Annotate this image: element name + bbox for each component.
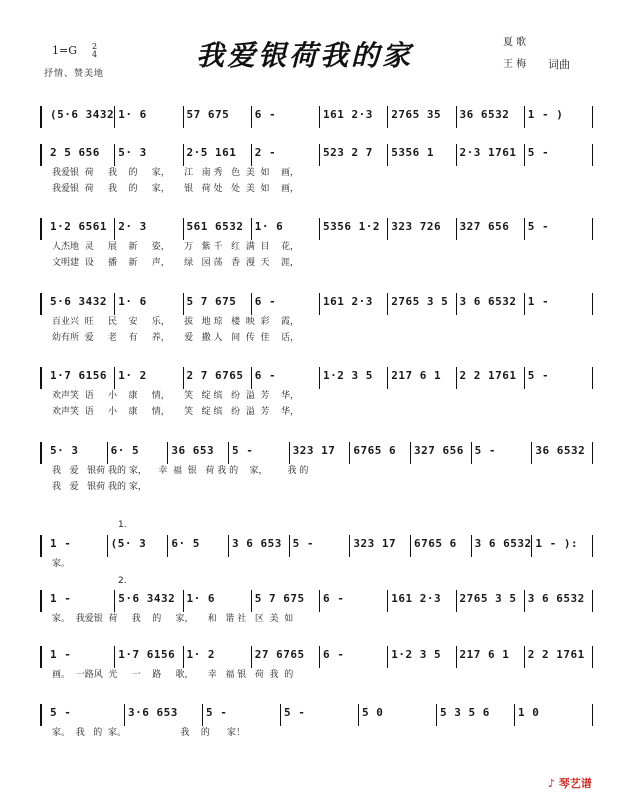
logo-text: 琴艺谱: [558, 777, 592, 790]
measure: 561 6532: [186, 220, 244, 233]
measure: 6 -: [254, 369, 284, 382]
credit-role: 词曲: [548, 58, 570, 71]
measure: 6· 5: [110, 444, 140, 457]
measure: 6765 6: [353, 444, 397, 457]
notation-line: [40, 295, 600, 309]
measure: 1·2 6561: [50, 220, 107, 233]
lyric-text: 欢声笑 语 小 康 情， 笑 绽 缤 纷 溢 芳 华，: [52, 407, 299, 417]
measure: 1 0: [518, 706, 547, 719]
measure: 1· 2: [118, 369, 147, 382]
song-title: 我爱银荷我的家: [196, 39, 414, 72]
measure: 5 -: [292, 537, 322, 550]
bar-line: [107, 442, 108, 464]
bar-line: [592, 646, 593, 668]
logo-icon: ♪: [548, 777, 556, 790]
bar-line: [40, 367, 42, 389]
bar-line: [349, 442, 350, 464]
bar-line: [40, 535, 42, 557]
lyric-line: [40, 667, 600, 681]
measure: 1· 6: [118, 295, 147, 308]
measure: 2 2 1761: [459, 369, 517, 382]
measure: 5 -: [527, 220, 557, 233]
bar-line: [592, 106, 593, 128]
measure: 1· 6: [186, 592, 215, 605]
bar-line: [592, 704, 593, 726]
notation-line: [40, 537, 600, 551]
measure: 1 -: [50, 537, 79, 550]
bar-line: [456, 106, 457, 128]
notation-line: [40, 369, 600, 383]
lyric-line: [40, 611, 600, 625]
measure: 5 -: [50, 706, 79, 719]
measure: 6765 6: [414, 537, 457, 550]
measure: 1 -: [50, 648, 79, 661]
measure: 523 2 7: [323, 146, 373, 159]
bar-line: [456, 367, 457, 389]
lyric-line: [40, 725, 600, 739]
key-signature: 1=G: [52, 44, 78, 57]
measure: 36 6532: [535, 444, 586, 457]
measure: 5 3 5 6: [440, 706, 490, 719]
measure: 2·5 161: [186, 146, 237, 159]
measure: 5 -: [474, 444, 504, 457]
lyric-text: 我 爱 银荷 我的 家， 幸 福 银 荷 我 的 家， 我 的: [52, 466, 309, 476]
lyric-line: [40, 388, 600, 402]
measure: 1 - ):: [535, 537, 579, 550]
bar-line: [358, 704, 359, 726]
measure: 323 726: [391, 220, 442, 233]
lyric-text: 我 爱 银荷 我的 家，: [52, 482, 147, 492]
measure: 1 - ): [527, 108, 564, 121]
bar-line: [251, 144, 252, 166]
bar-line: [202, 704, 203, 726]
site-logo: [548, 775, 592, 791]
bar-line: [114, 367, 115, 389]
volta-1: 1.: [118, 520, 127, 530]
measure: 1· 2: [186, 648, 215, 661]
bar-line: [471, 442, 472, 464]
measure: 2 5 656: [50, 146, 100, 159]
bar-line: [40, 144, 42, 166]
bar-line: [592, 144, 593, 166]
measure: 2 2 1761: [527, 648, 585, 661]
time-bottom: 4: [92, 50, 98, 59]
measure: 6 -: [323, 592, 352, 605]
bar-line: [456, 144, 457, 166]
bar-line: [40, 704, 42, 726]
lyric-text: 人杰地 灵 展 新 姿， 万 紫 千 红 满 目 花，: [52, 242, 299, 252]
bar-line: [114, 106, 115, 128]
measure: (5· 3: [110, 537, 147, 550]
measure: 2 -: [254, 146, 284, 159]
bar-line: [183, 106, 184, 128]
measure: 161 2·3: [323, 108, 373, 121]
notation-line: [40, 592, 600, 606]
measure: 1 -: [50, 592, 79, 605]
bar-line: [289, 535, 290, 557]
measure: 217 6 1: [459, 648, 510, 661]
bar-line: [456, 218, 457, 240]
lyric-text: 文明建 设 播 新 声， 绿 园 荡 香 漫 天 涯，: [52, 258, 299, 268]
measure: 2765 35: [391, 108, 442, 121]
bar-line: [251, 218, 252, 240]
bar-line: [592, 535, 593, 557]
measure: 2765 3 5: [459, 592, 517, 605]
bar-line: [114, 646, 115, 668]
measure: 27 6765: [254, 648, 305, 661]
lyric-text: 画。 一路风 光 一 路 歌， 幸 福 银 荷 我 的: [52, 670, 294, 680]
measure: 1 -: [527, 295, 557, 308]
notation-line: [40, 706, 600, 720]
volta-2: 2.: [118, 576, 127, 586]
measure: 2 7 6765: [186, 369, 244, 382]
bar-line: [251, 590, 252, 612]
bar-line: [410, 442, 411, 464]
bar-line: [524, 646, 525, 668]
bar-line: [387, 646, 388, 668]
measure: 1·2 3 5: [391, 648, 442, 661]
bar-line: [387, 218, 388, 240]
bar-line: [524, 144, 525, 166]
bar-line: [524, 293, 525, 315]
bar-line: [319, 367, 320, 389]
bar-line: [114, 144, 115, 166]
measure: 327 656: [459, 220, 510, 233]
measure: 3 6 6532: [527, 592, 585, 605]
measure: 3·6 653: [128, 706, 178, 719]
bar-line: [251, 646, 252, 668]
bar-line: [183, 646, 184, 668]
bar-line: [592, 367, 593, 389]
bar-line: [456, 646, 457, 668]
bar-line: [456, 590, 457, 612]
bar-line: [436, 704, 437, 726]
lyric-text: 我爱银 荷 我 的 家， 江 南 秀 色 美 如 画，: [52, 168, 299, 178]
bar-line: [524, 590, 525, 612]
bar-line: [387, 590, 388, 612]
measure: 5 -: [232, 444, 261, 457]
time-signature: [92, 43, 97, 59]
bar-line: [319, 590, 320, 612]
bar-line: [40, 106, 42, 128]
bar-line: [410, 535, 411, 557]
measure: 323 17: [353, 537, 397, 550]
bar-line: [40, 218, 42, 240]
lyric-line: [40, 239, 600, 253]
expression-mark: 抒情、赞美地: [44, 69, 105, 79]
bar-line: [183, 218, 184, 240]
measure: 5 7 675: [254, 592, 305, 605]
lyric-line: [40, 255, 600, 269]
lyric-text: 我爱银 荷 我 的 家， 银 荷 处 处 美 如 画，: [52, 184, 299, 194]
lyric-text: 家。 我爱银 荷 我 的 家， 和 谐 社 区 美 如: [52, 614, 294, 624]
bar-line: [592, 218, 593, 240]
bar-line: [592, 442, 593, 464]
bar-line: [183, 144, 184, 166]
bar-line: [319, 218, 320, 240]
measure: 323 17: [292, 444, 336, 457]
lyric-line: [40, 181, 600, 195]
notation-line: [40, 220, 600, 234]
measure: 6 -: [323, 648, 352, 661]
measure: 161 2·3: [323, 295, 373, 308]
bar-line: [40, 590, 42, 612]
measure: 161 2·3: [391, 592, 442, 605]
lyric-text: 家。: [52, 559, 71, 569]
measure: 5356 1·2: [323, 220, 380, 233]
measure: 6 -: [254, 108, 284, 121]
bar-line: [40, 442, 42, 464]
measure: 5356 1: [391, 146, 434, 159]
bar-line: [228, 442, 229, 464]
bar-line: [183, 367, 184, 389]
measure: 217 6 1: [391, 369, 442, 382]
measure: 1·7 6156: [118, 648, 176, 661]
measure: 6· 5: [171, 537, 200, 550]
bar-line: [114, 218, 115, 240]
notation-line: [40, 444, 600, 458]
bar-line: [387, 367, 388, 389]
measure: 2765 3 5: [391, 295, 449, 308]
measure: 3 6 6532: [459, 295, 517, 308]
lyric-text: 幼有所 爱 老 有 养， 爱 撒 人 间 传 佳 话，: [52, 333, 299, 343]
bar-line: [40, 646, 42, 668]
bar-line: [114, 293, 115, 315]
lyric-line: [40, 479, 600, 493]
measure: 3 6 653: [232, 537, 282, 550]
measure: 5 -: [527, 369, 557, 382]
bar-line: [228, 535, 229, 557]
measure: 327 656: [414, 444, 464, 457]
bar-line: [183, 590, 184, 612]
lyric-text: 百业兴 旺 民 安 乐， 拔 地 琼 楼 映 彩 霞，: [52, 317, 299, 327]
bar-line: [40, 293, 42, 315]
measure: 1· 6: [254, 220, 284, 233]
bar-line: [183, 293, 184, 315]
credit-composer: 王 梅: [503, 59, 527, 70]
bar-line: [319, 144, 320, 166]
lyric-text: 家。 我 的 家。 我 的 家！: [52, 728, 245, 738]
bar-line: [349, 535, 350, 557]
measure: 36 653: [171, 444, 215, 457]
bar-line: [251, 106, 252, 128]
bar-line: [387, 106, 388, 128]
bar-line: [531, 535, 532, 557]
measure: 1·2 3 5: [323, 369, 373, 382]
measure: 1·7 6156: [50, 369, 107, 382]
bar-line: [456, 293, 457, 315]
bar-line: [167, 535, 168, 557]
measure: 5· 3: [118, 146, 147, 159]
measure: 2·3 1761: [459, 146, 517, 159]
measure: 57 675: [186, 108, 230, 121]
bar-line: [251, 367, 252, 389]
bar-line: [319, 646, 320, 668]
bar-line: [387, 293, 388, 315]
measure: 5 -: [284, 706, 313, 719]
notation-line: [40, 648, 600, 662]
bar-line: [387, 144, 388, 166]
bar-line: [524, 218, 525, 240]
measure: 2· 3: [118, 220, 147, 233]
bar-line: [107, 535, 108, 557]
bar-line: [592, 293, 593, 315]
bar-line: [251, 293, 252, 315]
bar-line: [114, 590, 115, 612]
bar-line: [124, 704, 125, 726]
bar-line: [167, 442, 168, 464]
notation-line: [40, 146, 600, 160]
time-top: 2: [92, 42, 98, 51]
lyric-line: [40, 404, 600, 418]
bar-line: [514, 704, 515, 726]
bar-line: [471, 535, 472, 557]
measure: 5 0: [362, 706, 384, 719]
lyric-line: [40, 314, 600, 328]
lyric-line: [40, 463, 600, 477]
bar-line: [289, 442, 290, 464]
lyric-line: [40, 330, 600, 344]
bar-line: [524, 106, 525, 128]
bar-line: [531, 442, 532, 464]
bar-line: [280, 704, 281, 726]
notation-line: [40, 108, 600, 122]
credit-lyricist: 夏 歌: [503, 37, 527, 48]
bar-line: [592, 590, 593, 612]
measure: 5·6 3432: [118, 592, 176, 605]
bar-line: [524, 367, 525, 389]
measure: 5·6 3432: [50, 295, 107, 308]
bar-line: [319, 293, 320, 315]
measure: (5·6 3432: [50, 108, 115, 121]
measure: 5 7 675: [186, 295, 237, 308]
lyric-text: 欢声笑 语 小 康 情， 笑 绽 缤 纷 溢 芳 华，: [52, 391, 299, 401]
lyric-line: [40, 556, 600, 570]
bar-line: [319, 106, 320, 128]
measure: 6 -: [254, 295, 284, 308]
measure: 5 -: [206, 706, 235, 719]
measure: 3 6 6532: [474, 537, 532, 550]
measure: 5· 3: [50, 444, 79, 457]
measure: 1· 6: [118, 108, 147, 121]
lyric-line: [40, 165, 600, 179]
measure: 5 -: [527, 146, 557, 159]
measure: 36 6532: [459, 108, 510, 121]
